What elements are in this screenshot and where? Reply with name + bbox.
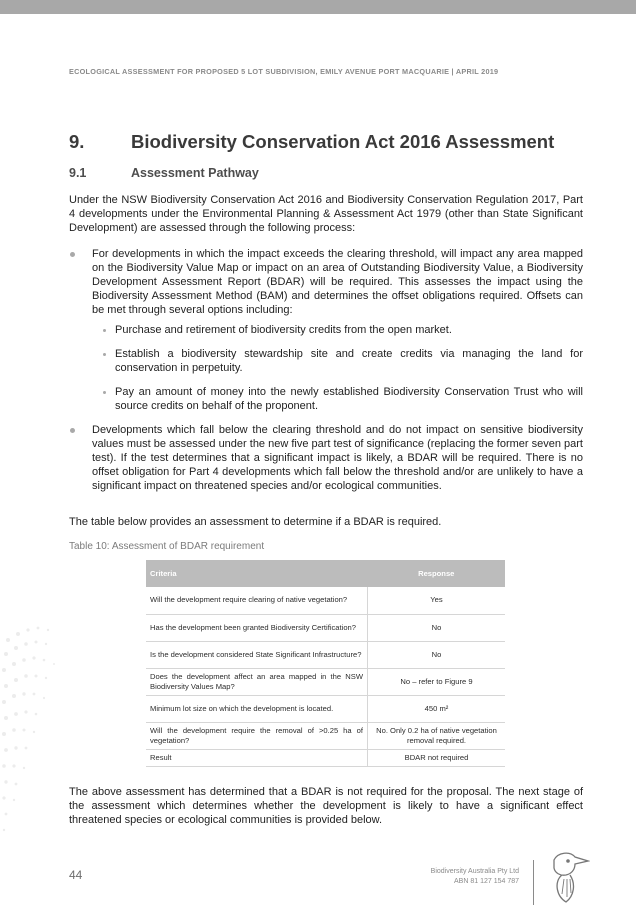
sub-bullet-item: Pay an amount of money into the newly established Biodiversity Conservation Trust who will source credits on behalf of the proponent. [115, 386, 583, 412]
bullet-icon [70, 252, 75, 257]
bdar-assessment-table [146, 560, 505, 767]
top-bar [0, 0, 636, 14]
response-cell: BDAR not required [368, 749, 506, 766]
response-cell: Yes [368, 587, 506, 614]
criteria-cell: Has the development been granted Biodiversity Certification? [146, 614, 368, 641]
response-header: Response [368, 560, 506, 587]
response-cell: No [368, 641, 506, 668]
criteria-cell: Is the development considered State Significant Infrastructure? [146, 641, 368, 668]
criteria-cell: Will the development require clearing of native vegetation? [146, 587, 368, 614]
bullet-item-five-part-test: Developments which fall below the clearing threshold and do not impact on sensitive biodiversity values must be assessed under the new five part test of significance (replacing the former seven part test). If the test determines that a significant impact is likely, a BDAR will be required. There is no offset obligation for Part 4 developments which fall below the threshold and/or are unlikely to have a significant impact on threatened species and/or ecological communities. [92, 424, 583, 492]
page-number: 44 [69, 868, 83, 882]
sub-bullet-icon [103, 391, 106, 394]
sub-bullet-icon [103, 329, 106, 332]
response-cell: No – refer to Figure 9 [368, 668, 506, 695]
table-row-result [146, 749, 505, 766]
intro-paragraph: Under the NSW Biodiversity Conservation Act 2016 and Biodiversity Conservation Regulation 2017, Part 4 developments under the Environmental Planning & Assessment Act 1979 (other than State Significant Development) are assessed through the following process: [69, 194, 583, 234]
sub-bullet-item: Purchase and retirement of biodiversity credits from the open market. [115, 324, 452, 336]
section-title: Biodiversity Conservation Act 2016 Assessment [131, 131, 555, 152]
dot-pattern-decoration [0, 620, 83, 907]
conclusion-paragraph: The above assessment has determined that a BDAR is not required for the proposal. The next stage of the assessment which determines whether the development is likely to have a significant effect threatened species or ecological communities is provided below. [69, 786, 583, 826]
criteria-cell: Result [146, 749, 368, 766]
sub-bullet-item: Establish a biodiversity stewardship site and create credits via managing the land for conservation in perpetuity. [115, 348, 583, 374]
subsection-title: Assessment Pathway [131, 166, 259, 180]
footer-divider [533, 860, 534, 905]
response-cell: No. Only 0.2 ha of native vegetation removal required. [368, 722, 506, 749]
section-number: 9. [69, 131, 85, 152]
table-caption: Table 10: Assessment of BDAR requirement [69, 541, 265, 552]
table-row [146, 722, 505, 749]
subsection-heading [69, 166, 259, 180]
table-row [146, 668, 505, 695]
response-cell: No [368, 614, 506, 641]
table-row [146, 695, 505, 722]
table-row [146, 587, 505, 614]
company-abn: ABN 81 127 154 787 [454, 878, 519, 885]
response-cell: 450 m² [368, 695, 506, 722]
kookaburra-logo-icon [544, 846, 590, 904]
bullet-icon [70, 428, 75, 433]
subsection-number: 9.1 [69, 166, 87, 180]
criteria-cell: Minimum lot size on which the development is located. [146, 695, 368, 722]
criteria-cell: Does the development affect an area mapped in the NSW Biodiversity Values Map? [146, 668, 368, 695]
table-row [146, 641, 505, 668]
table-row [146, 614, 505, 641]
sub-bullet-icon [103, 353, 106, 356]
company-name: Biodiversity Australia Pty Ltd [430, 868, 519, 875]
section-heading [69, 131, 554, 153]
table-intro-paragraph: The table below provides an assessment to determine if a BDAR is required. [69, 516, 442, 528]
running-header: ECOLOGICAL ASSESSMENT FOR PROPOSED 5 LOT SUBDIVISION, EMILY AVENUE PORT MACQUARIE | APRIL 2019 [69, 67, 499, 76]
bullet-item-bdar-required: For developments in which the impact exceeds the clearing threshold, will impact any area mapped on the Biodiversity Value Map or impact on an area of Outstanding Biodiversity Value, a Biodiversity Development Assessment Report (BDAR) will be required. This assesses the impact using the Biodiversity Assessment Method (BAM) and determines the offset obligations required. Offsets can be met through several options including: [92, 248, 583, 316]
criteria-cell: Will the development require the removal of >0.25 ha of vegetation? [146, 722, 368, 749]
table-header-row [146, 560, 505, 587]
company-info [431, 867, 519, 887]
criteria-header: Criteria [146, 560, 368, 587]
